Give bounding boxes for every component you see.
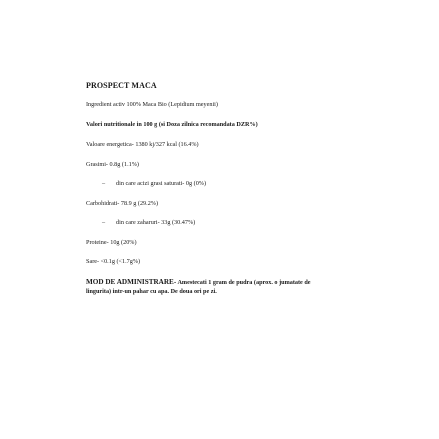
dash-bullet: –	[102, 219, 106, 226]
admin-line-2: lingurita) intr-un pahar cu apa. De doua ori pe zi.	[86, 288, 217, 295]
salt-line: Sare- <0.1g (<1.7g%)	[86, 258, 141, 265]
admin-line-1	[86, 278, 311, 287]
ingredient-line: Ingredient activ 100% Maca Bio (Lepidium meyenii)	[86, 101, 218, 108]
fats-line: Grasimi- 0.8g (1.1%)	[86, 161, 139, 168]
carbs-line: Carbohidrati- 78.9 g (29.2%)	[86, 200, 158, 207]
sugars-line	[102, 219, 195, 227]
document-title: PROSPECT MACA	[86, 81, 157, 90]
saturated-text: din care acizi grasi saturati- 0g (0%)	[116, 180, 207, 187]
saturated-line	[102, 180, 206, 188]
admin-label: MOD DE ADMINISTRARE-	[86, 278, 177, 286]
dash-bullet: –	[102, 180, 106, 187]
protein-line: Proteine- 10g (20%)	[86, 239, 137, 246]
nutrition-header: Valori nutritionale in 100 g (si Doza zilnica recomandata DZR%)	[86, 121, 258, 128]
admin-text-1: Amestecati 1 gram de pudra (aprox. o jumatate de	[176, 279, 311, 286]
energy-line: Valoare energetica- 1380 kj/327 kcal (16.4%)	[86, 141, 199, 148]
sugars-text: din care zaharuri- 33g (30.47%)	[116, 219, 196, 226]
